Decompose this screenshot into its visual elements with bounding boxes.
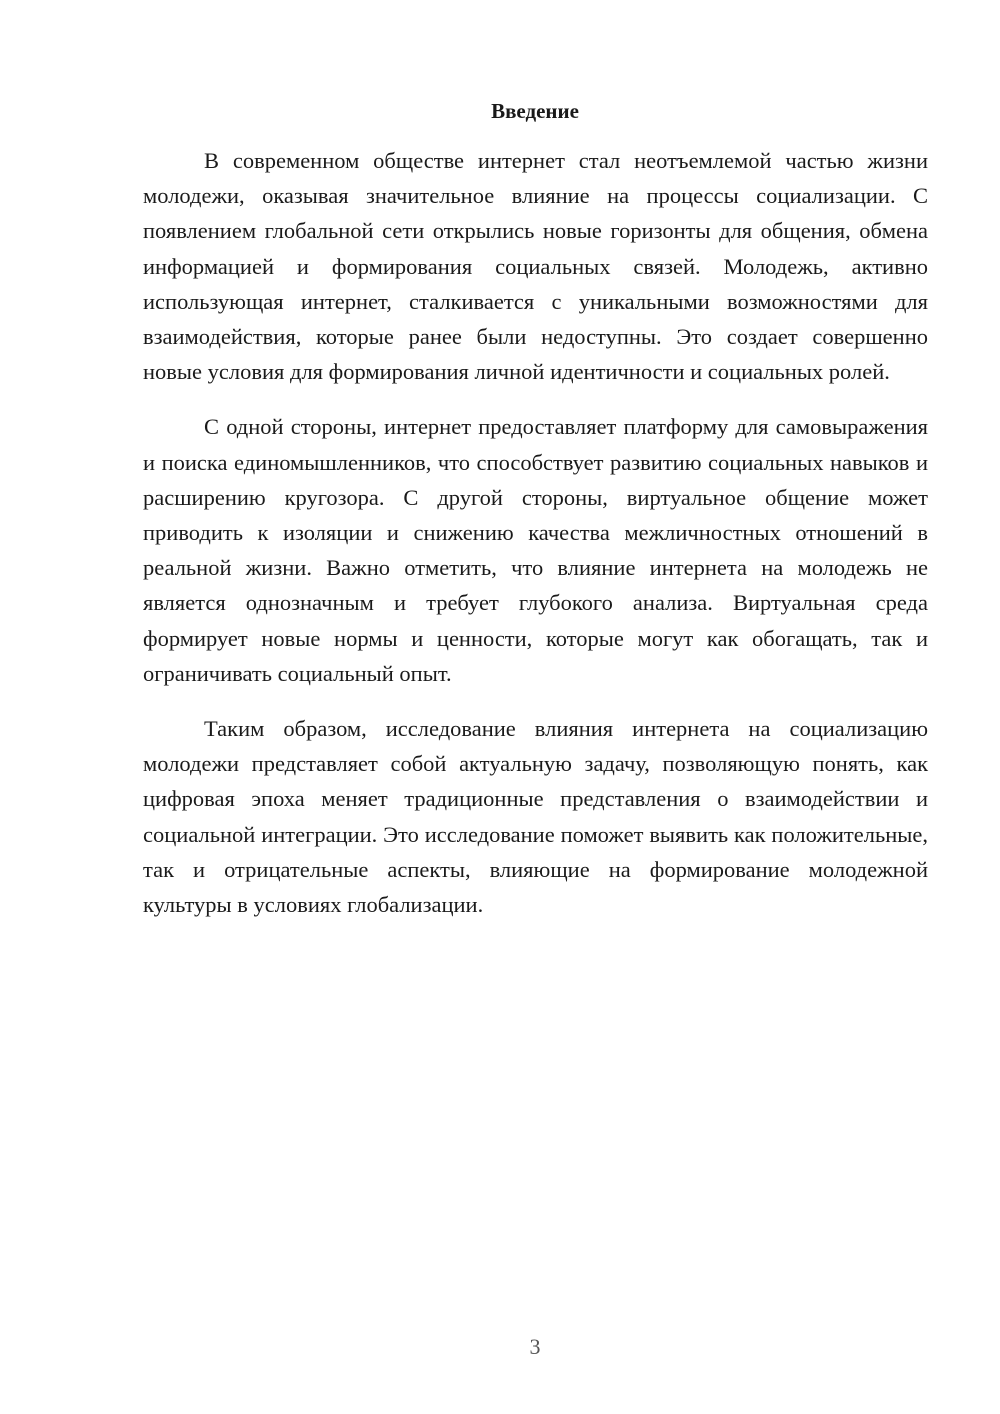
- section-title: Введение: [491, 99, 579, 123]
- paragraph-2: С одной стороны, интернет предоставляет платформу для самовыражения и поиска единомышленников, что способствует развитию социальных навыков и расширению кругозора. С другой стороны, виртуальное общение может приводить к изоляции и снижению качества межличностных отношений в реальной жизни. Важно отметить, что влияние интернета на молодежь не является однозначным и требует глубокого анализа. Виртуальная среда формирует новые нормы и ценности, которые могут как обогащать, так и ограничивать социальный опыт.: [143, 414, 928, 686]
- body-text: [143, 143, 928, 942]
- paragraph-3: Таким образом, исследование влияния интернета на социализацию молодежи представляет собой актуальную задачу, позволяющую понять, как цифровая эпоха меняет традиционные представления о взаимодействии и социальной интеграции. Это исследование поможет выявить как положительные, так и отрицательные аспекты, влияющие на формирование молодежной культуры в условиях глобализации.: [143, 716, 928, 918]
- paragraph-1: В современном обществе интернет стал неотъемлемой частью жизни молодежи, оказывая значительное влияние на процессы социализации. С появлением глобальной сети открылись новые горизонты для общения, обмена информацией и формирования социальных связей. Молодежь, активно использующая интернет, сталкивается с уникальными возможностями для взаимодействия, которые ранее были недоступны. Это создает совершенно новые условия для формирования личной идентичности и социальных ролей.: [143, 148, 928, 385]
- page-number: 3: [529, 1334, 541, 1359]
